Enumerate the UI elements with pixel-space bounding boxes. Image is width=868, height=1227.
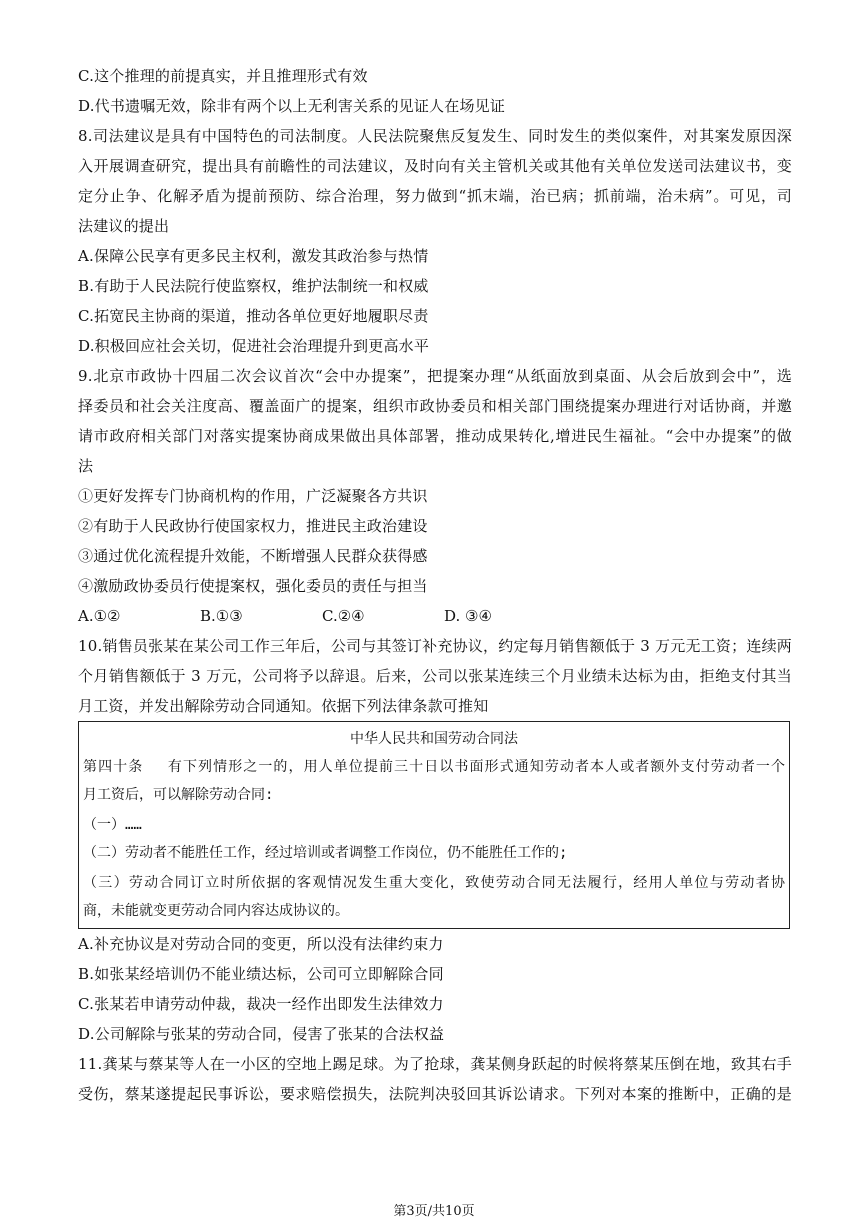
q9-statement-1: ①更好发挥专门协商机构的作用，广泛凝聚各方共识 <box>78 487 428 505</box>
q10-option-d: D.公司解除与张某的劳动合同，侵害了张某的合法权益 <box>78 1025 445 1043</box>
q9-stem-line: 择委员和社会关注度高、覆盖面广的提案，组织市政协委员和相关部门围绕提案办理进行对话协商，并邀 <box>78 397 792 415</box>
q8-option-b: B.有助于人民法院行使监察权，维护法制统一和权威 <box>78 277 429 295</box>
q8-stem-line: 定分止争、化解矛盾为提前预防、综合治理，努力做到“抓末端，治已病；抓前端，治未病”。可见，司 <box>78 187 792 205</box>
q10-option-b: B.如张某经培训仍不能业绩达标，公司可立即解除合同 <box>78 965 444 983</box>
q10-stem-line: 月工资，并发出解除劳动合同通知。依据下列法律条款可推知 <box>78 697 489 715</box>
q9-statement-3: ③通过优化流程提升效能，不断增强人民群众获得感 <box>78 547 428 565</box>
q11-stem-line: 受伤，蔡某遂提起民事诉讼，要求赔偿损失，法院判决驳回其诉讼请求。下列对本案的推断中，正确的是 <box>78 1085 792 1103</box>
q7-option-d: D.代书遗嘱无效，除非有两个以上无利害关系的见证人在场见证 <box>78 97 506 115</box>
q9-stem-line: 请市政府相关部门对落实提案协商成果做出具体部署，推动成果转化,增进民生福祉。“会中办提案”的做 <box>78 427 792 445</box>
q9-choice-b: B.①③ <box>200 607 243 625</box>
q9-statement-4: ④激励政协委员行使提案权，强化委员的责任与担当 <box>78 577 428 595</box>
q8-stem-line: 8.司法建议是具有中国特色的司法制度。人民法院聚焦反复发生、同时发生的类似案件，对其案发原因深 <box>78 127 792 145</box>
q9-stem-line: 9.北京市政协十四届二次会议首次“会中办提案”，把提案办理“从纸面放到桌面、从会后放到会中”，选 <box>78 367 792 385</box>
q8-option-a: A.保障公民享有更多民主权利，激发其政治参与热情 <box>78 247 429 265</box>
q10-option-a: A.补充协议是对劳动合同的变更，所以没有法律约束力 <box>78 935 444 953</box>
page-number: 第3页/共10页 <box>393 1204 475 1219</box>
q10-option-c: C.张某若申请劳动仲裁，裁决一经作出即发生法律效力 <box>78 995 444 1013</box>
q11-stem-line: 11.龚某与蔡某等人在一小区的空地上踢足球。为了抢球，龚某侧身跃起的时候将蔡某压倒在地，致其右手 <box>78 1055 792 1073</box>
q9-choice-row <box>78 606 792 626</box>
q9-statement-2: ②有助于人民政协行使国家权力，推进民主政治建设 <box>78 517 428 535</box>
law-line: （三）劳动合同订立时所依据的客观情况发生重大变化，致使劳动合同无法履行，经用人单位与劳动者协 <box>83 875 785 891</box>
q9-choice-a: A.①② <box>78 607 121 625</box>
law-title: 中华人民共和国劳动合同法 <box>350 731 518 747</box>
law-line: 第四十条 有下列情形之一的，用人单位提前三十日以书面形式通知劳动者本人或者额外支付劳动者一个 <box>83 759 785 775</box>
q10-stem-line: 个月销售额低于 3 万元，公司将予以辞退。后来，公司以张某连续三个月业绩未达标为由，拒绝支付其当 <box>78 667 792 685</box>
law-line: 商，未能就变更劳动合同内容达成协议的。 <box>83 903 349 919</box>
q9-stem-line: 法 <box>78 457 94 475</box>
q8-stem-line: 法建议的提出 <box>78 217 170 235</box>
q8-option-c: C.拓宽民主协商的渠道，推动各单位更好地履职尽责 <box>78 307 429 325</box>
q9-choice-d: D. ③④ <box>444 607 492 625</box>
q8-stem-line: 入开展调查研究，提出具有前瞻性的司法建议，及时向有关主管机关或其他有关单位发送司法建议书，变 <box>78 157 792 175</box>
law-line: （二）劳动者不能胜任工作，经过培训或者调整工作岗位，仍不能胜任工作的; <box>83 845 568 861</box>
q10-stem-line: 10.销售员张某在某公司工作三年后，公司与其签订补充协议，约定每月销售额低于 3 万元无工资；连续两 <box>78 637 792 655</box>
q7-option-c: C.这个推理的前提真实，并且推理形式有效 <box>78 67 368 85</box>
law-excerpt-box <box>78 721 790 929</box>
q9-choice-c: C.②④ <box>322 607 365 625</box>
q8-option-d: D.积极回应社会关切，促进社会治理提升到更高水平 <box>78 337 430 355</box>
law-line: 月工资后，可以解除劳动合同: <box>83 787 274 803</box>
law-line: （一）…… <box>83 817 142 833</box>
